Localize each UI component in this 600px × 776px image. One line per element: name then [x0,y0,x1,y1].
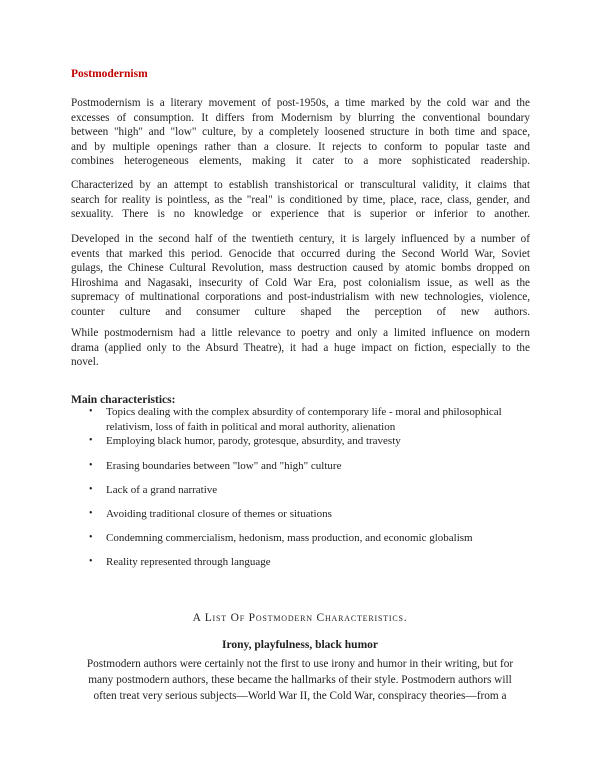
paragraph-line: and by multiple openings rather than a closure. It rejects to conform to popular taste and [71,140,530,153]
list-item [71,405,541,434]
paragraph-line: excesses of consumption. It differs from Modernism by blurring the conventional boundary [71,111,530,124]
paragraph-line: supremacy of multinational corporations and post-industrialism with new technologies, violence, [71,291,530,304]
paragraph-line: drama (applied only to the Absurd Theatre), it had a huge impact on fiction, especially to the [71,341,530,354]
list-item-text: Lack of a grand narrative [106,484,218,496]
bullet-icon: • [89,484,93,495]
page-title: Postmodernism [71,68,148,80]
list-item [71,483,541,498]
list-item-text: Erasing boundaries between "low" and "high" culture [106,460,342,472]
paragraph-line: combines heterogeneous elements, making it cater to a more sophisticated readership. [71,155,530,168]
bullet-icon: • [89,556,93,567]
list-item [71,531,541,546]
paragraph-line: sexuality. There is no knowledge or experience that is superior or inferior to another. [71,208,530,221]
bullet-icon: • [89,508,93,519]
bullet-icon: • [89,406,93,417]
irony-paragraph [70,656,530,704]
paragraph-line: gulags, the Chinese Cultural Revolution, mass destruction caused by atomic bombs dropped on [71,262,530,275]
list-item-text: Avoiding traditional closure of themes or situations [106,508,332,520]
paragraph-line: While postmodernism had a little relevance to poetry and only a limited influence on modern [71,327,530,339]
paragraph-line: between "high" and "low" culture, by a completely loosened structure in both time and space, [71,126,530,139]
reality-paragraph [71,178,530,222]
paragraph-line: Developed in the second half of the twentieth century, it is largely influenced by a number of [71,233,530,245]
paragraph-line: search for reality is pointless, as the "real" is conditioned by time, place, race, class, gender, and [71,193,530,206]
paragraph-line: Hiroshima and Nagasaki, insecurity of Cold War Era, post colonialism issue, as well as the [71,276,530,289]
list-item-text: Condemning commercialism, hedonism, mass production, and economic globalism [106,532,473,544]
paragraph-line: many postmodern authors, these became the hallmarks of their style. Postmodern authors will [88,674,512,686]
bullet-icon: • [89,435,93,446]
paragraph-line: Characterized by an attempt to establish transhistorical or transcultural validity, it claims that [71,179,530,191]
list-item [71,507,541,522]
paragraph-line: Postmodern authors were certainly not the first to use irony and humor in their writing, but for [86,658,514,670]
intro-paragraph [71,96,530,169]
list-item [71,555,541,570]
bullet-icon: • [89,460,93,471]
list-item-text: Employing black humor, parody, grotesque, absurdity, and travesty [106,435,401,447]
list-item-text: Topics dealing with the complex absurdity of contemporary life - moral and philosophical relativism, loss of faith in political and moral authority, alienation [106,406,502,433]
bullet-icon: • [89,532,93,543]
paragraph-line: often treat very serious subjects—World War II, the Cold War, conspiracy theories—from a [93,690,507,702]
list-heading: A List Of Postmodern Characteristics. [192,612,408,624]
section-heading: Irony, playfulness, black humor [221,639,379,651]
influence-paragraph [71,326,530,370]
paragraph-line: counter culture and consumer culture shaped the perception of new authors. [71,305,530,318]
paragraph-line: events that marked this period. Genocide that occurred during the Second World War, Soviet [71,247,530,260]
history-paragraph [71,232,530,320]
list-item [71,459,541,474]
list-item [71,434,541,449]
paragraph-line: Postmodernism is a literary movement of post-1950s, a time marked by the cold war and the [71,97,530,109]
paragraph-line: novel. [71,356,99,369]
list-item-text: Reality represented through language [106,556,271,568]
main-characteristics-heading: Main characteristics: [71,394,176,406]
